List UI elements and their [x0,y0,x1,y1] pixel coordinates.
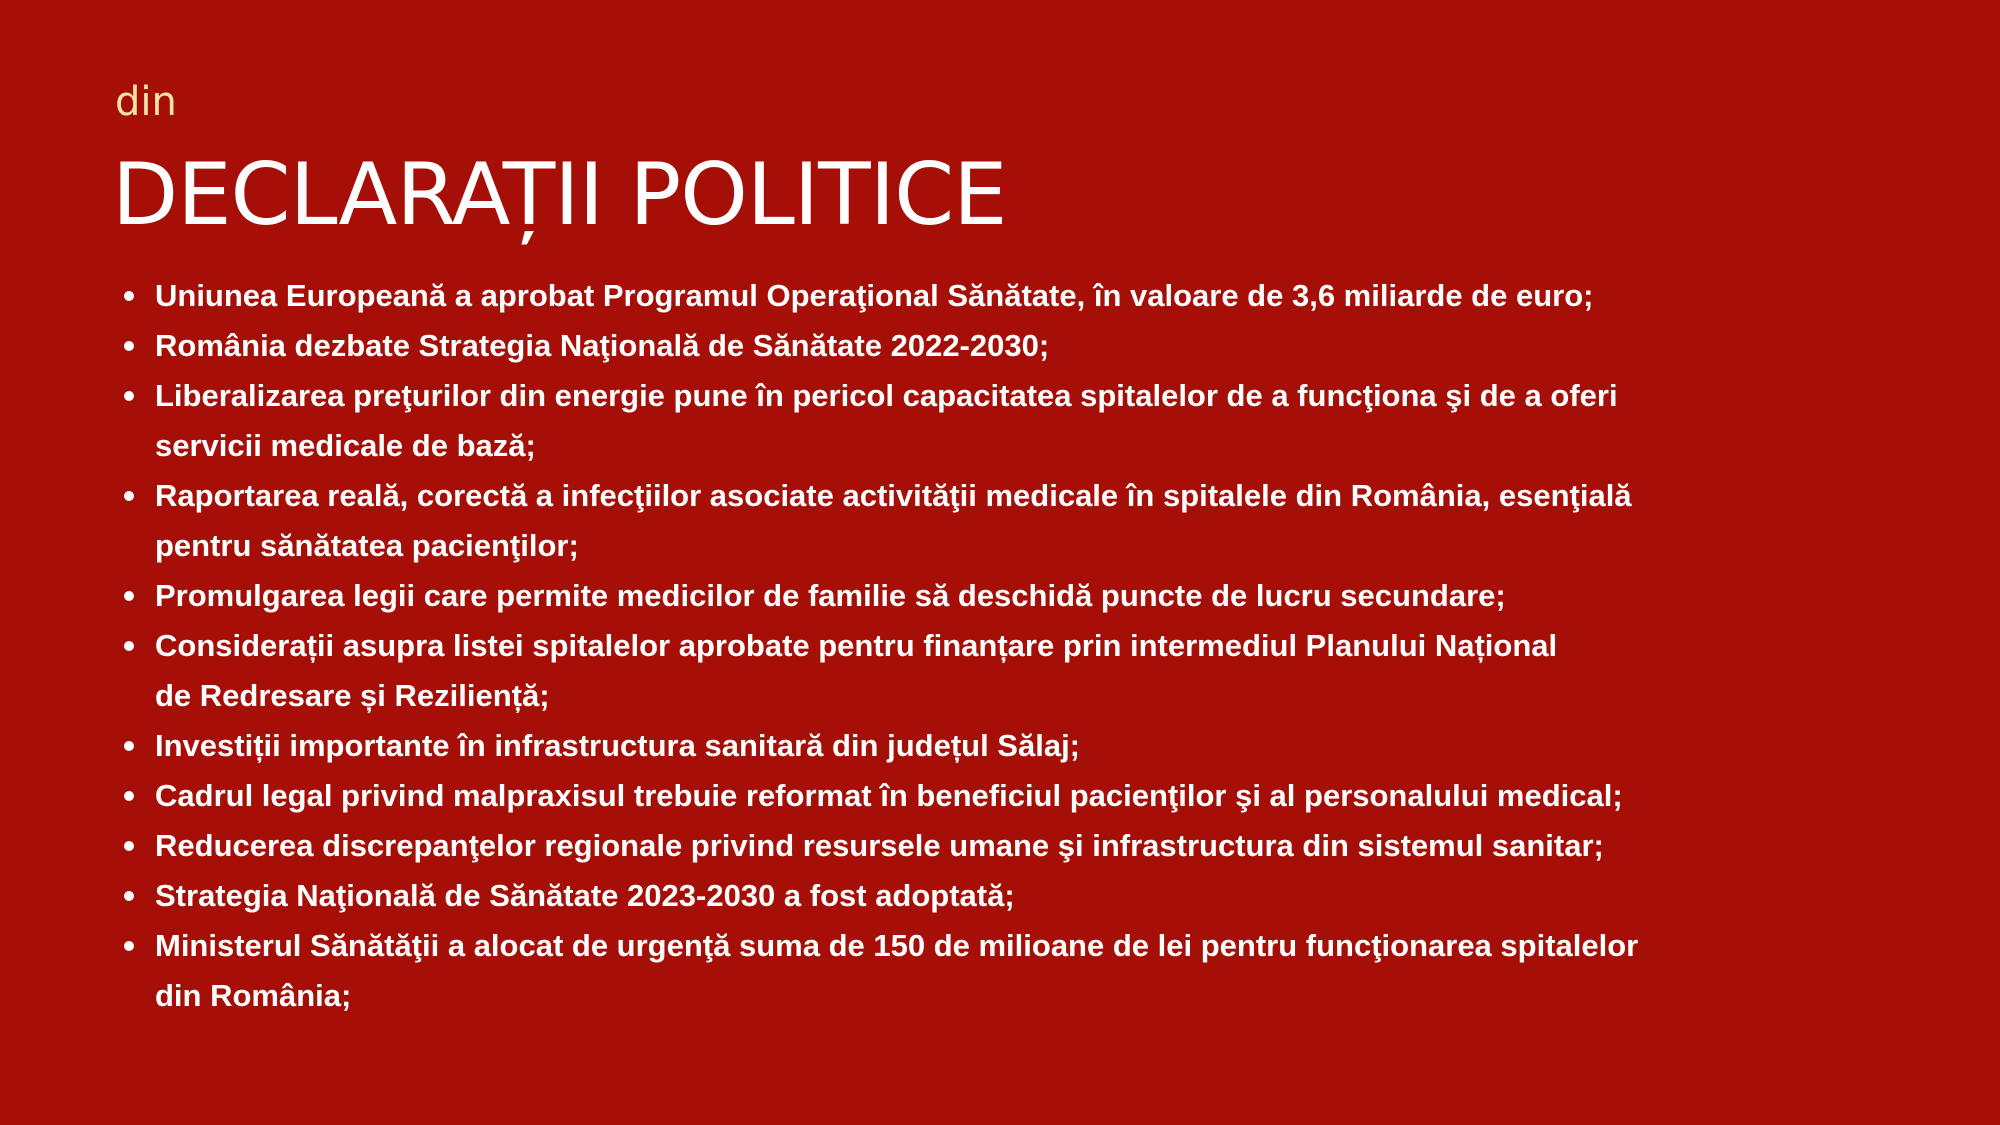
bullet-icon [124,791,134,801]
list-item [118,771,1958,821]
list-item [118,821,1958,871]
list-item [118,921,1958,1021]
bullet-icon [124,291,134,301]
bullet-icon [124,591,134,601]
bullet-icon [124,841,134,851]
list-item-text: Uniunea Europeană a aprobat Programul Operaţional Sănătate, în valoare de 3,6 miliarde de euro; [155,278,1594,313]
bullet-icon [124,891,134,901]
bullet-icon [124,641,134,651]
list-item-text: Reducerea discrepanţelor regionale privind resursele umane şi infrastructura din sistemul sanitar; [155,828,1604,863]
list-item-text: Promulgarea legii care permite medicilor de familie să deschidă puncte de lucru secundare; [155,578,1506,613]
list-item-text: Liberalizarea preţurilor din energie pune în pericol capacitatea spitalelor de a funcţiona şi de a oferi servicii medicale de bază; [155,378,1618,463]
list-item [118,721,1958,771]
list-item-text: Raportarea reală, corectă a infecţiilor asociate activităţii medicale în spitalele din România, esenţială pentru sănătatea pacienţilor; [155,478,1632,563]
bullet-icon [124,741,134,751]
list-item-text: Strategia Naţională de Sănătate 2023-2030 a fost adoptată; [155,878,1015,913]
list-item-text: Investiții importante în infrastructura sanitară din județul Sălaj; [155,728,1081,763]
list-item-text: Ministerul Sănătăţii a alocat de urgenţă suma de 150 de milioane de lei pentru funcţionarea spitalelor din România; [155,928,1639,1013]
bullet-icon [124,391,134,401]
bullet-icon [124,941,134,951]
list-item-text: Cadrul legal privind malpraxisul trebuie reformat în beneficiul pacienţilor şi al personalului medical; [155,778,1623,813]
list-item [118,271,1958,321]
list-item [118,471,1958,571]
bullet-icon [124,341,134,351]
page-title: DECLARAȚII POLITICE [112,145,1007,245]
list-item [118,621,1958,721]
list-item [118,321,1958,371]
bullet-icon [124,491,134,501]
list-item [118,871,1958,921]
statements-list [118,271,1958,1021]
list-item-text: România dezbate Strategia Naţională de Sănătate 2022-2030; [155,328,1050,363]
eyebrow-label: din [115,79,177,125]
list-item-text: Considerații asupra listei spitalelor aprobate pentru finanțare prin intermediul Planului Național de Redresare și Reziliență; [155,628,1558,713]
list-item [118,371,1958,471]
list-item [118,571,1958,621]
